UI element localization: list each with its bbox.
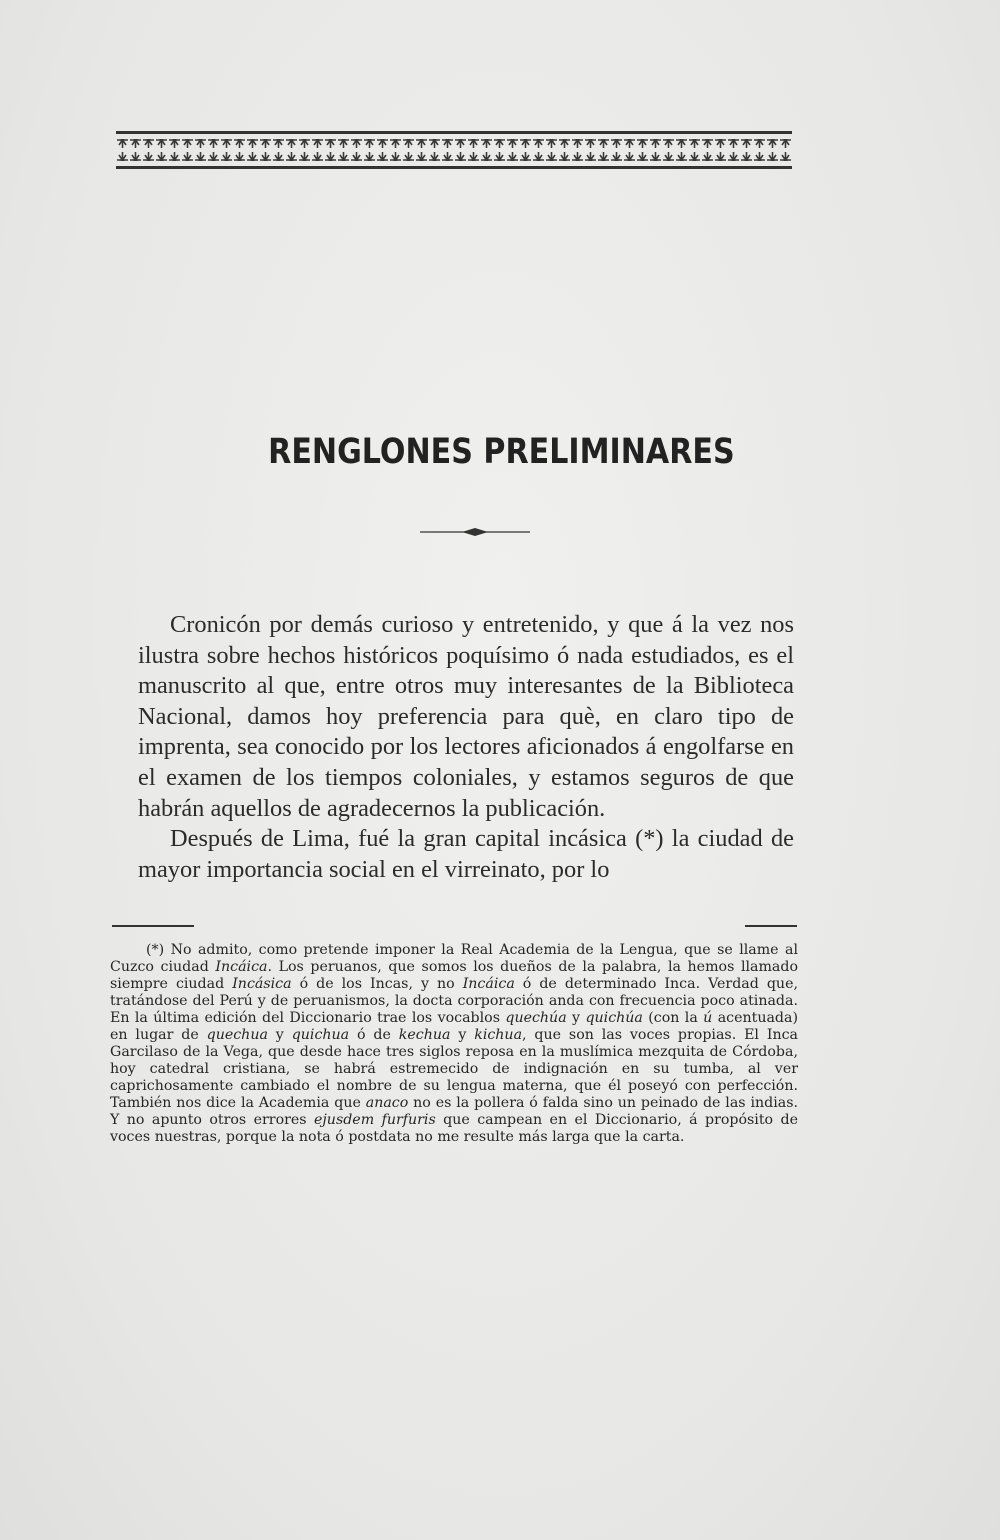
footnote-rule-left [112,925,194,927]
footnote [110,942,798,1146]
page-title: RENGLONES PRELIMINARES [268,432,735,472]
ornamental-header-band [116,130,792,172]
title-divider [420,524,530,538]
footnote-text: (*) No admito, como pretende imponer la Real Academia de la Lengua, que se llame al Cuzco ciudad Incáica. Los peruanos, que somos los dueños de la palabra, la hemos llamado siempre ciudad Incásica ó de los Incas, y no Incáica ó de determinado Inca. Verdad que, tratándose del Perú y de peruanismos, la docta corporación anda con frecuencia poco atinada. En la última edición del Diccionario trae los vocablos quechúa y quichúa (con la ú acentuada) en lugar de quechua y quichua ó de kechua y kichua, que son las voces propias. El Inca Garcilaso de la Vega, que desde hace tres siglos reposa en la muslímica mezquita de Córdoba, hoy catedral cristiana, se habrá estremecido de indignación en su tumba, al ver caprichosamente cambiado el nombre de su lengua materna, que él poseyó con perfección. También nos dice la Academia que anaco no es la pollera ó falda sino un peinado de las indias. Y no apunto otros errores ejusdem furfuris que campean en el Diccionario, á propósito de voces nuestras, porque la nota ó postdata no me resulte más larga que la carta. [110,942,799,1145]
main-text [138,610,794,885]
ornament-pattern-icon [116,130,792,172]
divider-ornament-icon [420,525,530,539]
paragraph-2: Después de Lima, fué la gran capital incásica (*) la ciudad de mayor importancia social en el virreinato, por lo [138,825,794,883]
footnote-rule-right [745,925,797,927]
paragraph-1: Cronicón por demás curioso y entretenido, y que á la vez nos ilustra sobre hechos históricos poquísimo ó nada estudiados, es el manuscrito al que, entre otros muy interesantes de la Biblioteca Nacional, damos hoy preferencia para què, en claro tipo de imprenta, sea conocido por los lectores aficionados á engolfarse en el examen de los tiempos coloniales, y estamos seguros de que habrán aquellos de agradecernos la publicación. [138,611,794,822]
